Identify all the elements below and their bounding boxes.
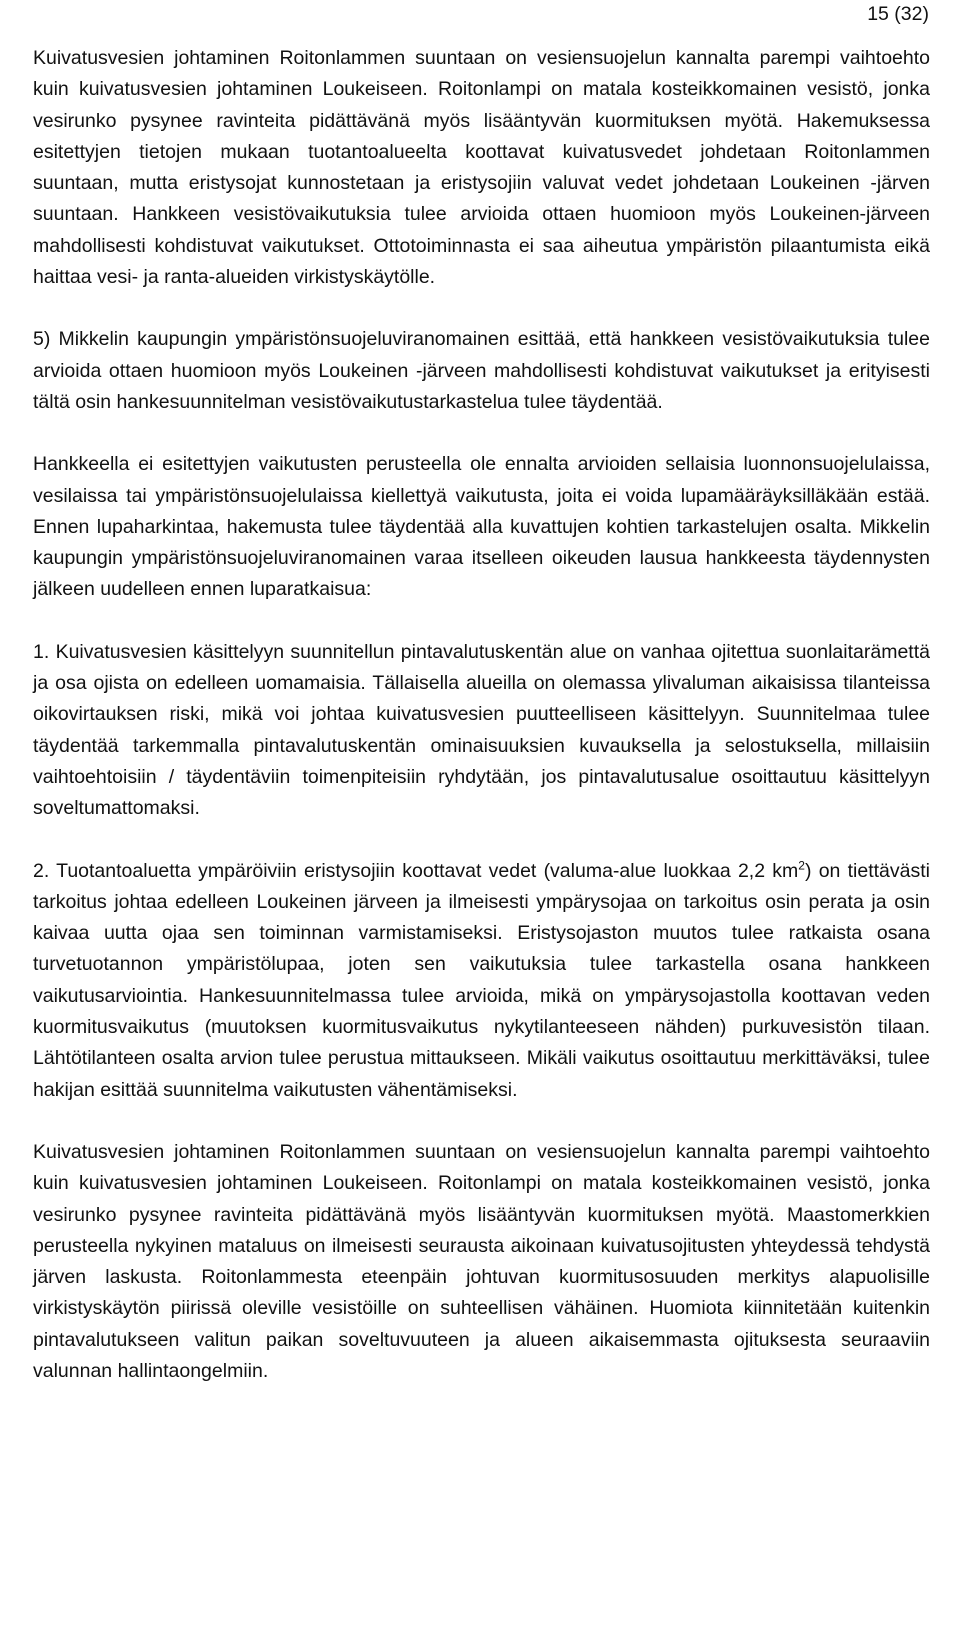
page-number: 15 (32): [867, 3, 929, 25]
document-body: [33, 43, 930, 1387]
superscript-exponent: 2: [798, 858, 805, 873]
item-2-text-after: ) on tiettävästi tarkoitus johtaa edelleen Loukeinen järveen ja ilmeisesti ympärysojaa on tarkoitus osin perata ja osin kaivaa uutta ojaa sen toiminnan varmistamiseksi. Eristysojaston muutos tulee ratkaista osana turvetuotannon ympäristölupaa, joten sen vaikutuksia tulee tarkastella osana hankkeen vaikutusarviointia. Hankesuunnitelmassa tulee arvioida, mikä on ympärysojastolla koottavan veden kuormitusvaikutus (muutoksen kuormitusvaikutus nykytilanteeseen nähden) purkuvesistön tilaan. Lähtötilanteen osalta arvion tulee perustua mittaukseen. Mikäli vaikutus osoittautuu merkittäväksi, tulee hakijan esittää suunnitelma vaikutusten vähentämiseksi.: [33, 859, 930, 1101]
paragraph-item-1-overland-flow: 1. Kuivatusvesien käsittelyyn suunnitellun pintavalutuskentän alue on vanhaa ojitettua suonlaitarämettä ja osa ojista on edelleen uomamaisia. Tällaisella alueilla on olemassa ylivaluman aikaisissa tilanteissa oikovirtauksen riski, mikä voi johtaa kuivatusvesien puutteelliseen käsittelyyn. Suunnitelmaa tulee täydentää tarkemmalla pintavalutuskentän ominaisuuksien kuvauksella ja selostuksella, millaisiin vaihtoehtoisiin / täydentäviin toimenpiteisiin ryhdytään, jos pintavalutusalue osoittautuu käsittelyyn soveltumattomaksi.: [33, 640, 930, 820]
paragraph-roitonlampi-assessment: Kuivatusvesien johtaminen Roitonlammen suuntaan on vesiensuojelun kannalta parempi vaihtoehto kuin kuivatusvesien johtaminen Loukeiseen. Roitonlampi on matala kosteikkomainen vesistö, jonka vesirunko pysynee ravinteita pidättävänä myös lisääntyvän kuormituksen myötä. Maastomerkkien perusteella nykyinen mataluus on ilmeisesti seurausta aikoinaan kuivatusojitusten yhteydessä tehdystä järven laskusta. Roitonlammesta eteenpäin johtuvan kuormitusosuuden merkitys alapuolisille virkistyskäytön piirissä oleville vesistöille on suhteellisen vähäinen. Huomiota kiinnitetään kuitenkin pintavalutukseen valitun paikan soveltuvuuteen ja alueen aikaisemmasta ojituksesta seuraaviin valunnan hallintaongelmiin.: [33, 1140, 930, 1382]
paragraph-drainage-direction: Kuivatusvesien johtaminen Roitonlammen suuntaan on vesiensuojelun kannalta parempi vaihtoehto kuin kuivatusvesien johtaminen Loukeiseen. Roitonlampi on matala kosteikkomainen vesistö, jonka vesirunko pysynee ravinteita pidättävänä myös lisääntyvän kuormituksen myötä. Hakemuksessa esitettyjen tietojen mukaan tuotantoalueelta koottavat kuivatusvedet johdetaan Roitonlammen suuntaan, mutta eristysojat kunnostetaan ja eristysojiin valuvat vedet johdetaan Loukeinen -järven suuntaan. Hankkeen vesistövaikutuksia tulee arvioida ottaen huomioon myös Loukeinen-järveen mahdollisesti kohdistuvat vaikutukset. Ottotoiminnasta ei saa aiheutua ympäristön pilaantumista eikä haittaa vesi- ja ranta-alueiden virkistyskäytölle.: [33, 47, 930, 289]
paragraph-supplement-request: Hankkeella ei esitettyjen vaikutusten perusteella ole ennalta arvioiden sellaisia luonnonsuojelulaissa, vesilaissa tai ympäristönsuojelulaissa kiellettyä vaikutusta, joita ei voida lupamääräyksilläkään estää. Ennen lupaharkintaa, hakemusta tulee täydentää alla kuvattujen kohtien tarkastelujen osalta. Mikkelin kaupungin ympäristönsuojeluviranomainen varaa itselleen oikeuden lausua hankkeesta täydennysten jälkeen uudelleen ennen luparatkaisua:: [33, 453, 930, 601]
paragraph-authority-statement: 5) Mikkelin kaupungin ympäristönsuojeluviranomainen esittää, että hankkeen vesistövaikutuksia tulee arvioida ottaen huomioon myös Loukeinen -järveen mahdollisesti kohdistuvat vaikutukset ja erityisesti tältä osin hankesuunnitelman vesistövaikutustarkastelua tulee täydentää.: [33, 328, 930, 413]
item-2-text-before: 2. Tuotantoaluetta ympäröiviin eristysojiin koottavat vedet (valuma-alue luokkaa 2,2 km: [33, 859, 799, 882]
paragraph-item-2-isolation-ditches: [33, 856, 930, 1106]
